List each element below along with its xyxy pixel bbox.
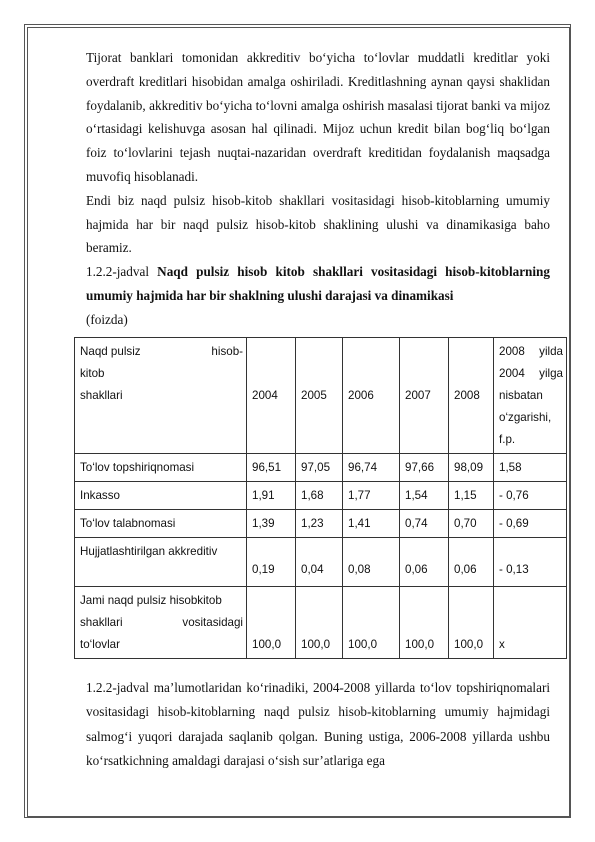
table-row	[75, 482, 567, 510]
value-cell: 97,66	[400, 454, 449, 482]
value-cell: 0,08	[343, 538, 400, 587]
header-year-cell: 2005	[296, 338, 343, 454]
total-value-cell: 100,0	[400, 587, 449, 659]
table-row	[75, 510, 567, 538]
row-name-cell: Hujjatlashtirilgan akkreditiv	[75, 538, 247, 587]
table-unit: (foizda)	[86, 311, 128, 327]
value-cell: 0,74	[400, 510, 449, 538]
value-cell: 96,74	[343, 454, 400, 482]
table-caption	[86, 260, 550, 308]
value-cell: 1,39	[247, 510, 296, 538]
header-form-cell: Naqd pulsiz hisob- kitob shakllari	[75, 338, 247, 454]
table-caption-prefix: 1.2.2-jadval	[86, 264, 158, 280]
table-caption-title: Naqd pulsiz hisob kitob shakllari vositasidagi hisob-kitoblarning umumiy hajmida har bir shaklning ulushi darajasi va dinamikasi	[86, 264, 550, 303]
value-cell: 1,15	[449, 482, 494, 510]
header-change-cell: 2008 yilda 2004 yilga nisbatan o‘zgarishi, f.p.	[494, 338, 567, 454]
total-value-cell: 100,0	[343, 587, 400, 659]
table-row	[75, 538, 567, 587]
table-row	[75, 454, 567, 482]
value-cell: 1,23	[296, 510, 343, 538]
data-table	[74, 337, 567, 659]
change-cell: - 0,76	[494, 482, 567, 510]
intro-paragraph: Tijorat banklari tomonidan akkreditiv bo‘yicha to‘lovlar muddatli kreditlar yoki overdraft kreditlari hisobidan amalga oshiriladi. Kreditlashning aynan qaysi shaklidan foydalanib, akkreditiv bo‘yicha to‘lovni amalga oshirish masalasi tijorat banki va mijoz o‘rtasidagi kelishuvga asosan hal qilinadi. Mijoz uchun kredit bilan bog‘liq bo‘lgan foiz to‘lovlarini tejash nuqtai-nazaridan overdraft kreditidan foydalanish maqsadga muvofiq hisoblanadi.	[86, 50, 550, 184]
value-cell: 1,68	[296, 482, 343, 510]
header-year-cell: 2008	[449, 338, 494, 454]
value-cell: 97,05	[296, 454, 343, 482]
row-name-cell: To‘lov talabnomasi	[75, 510, 247, 538]
change-cell: - 0,69	[494, 510, 567, 538]
value-cell: 0,19	[247, 538, 296, 587]
change-cell: 1,58	[494, 454, 567, 482]
change-cell: - 0,13	[494, 538, 567, 587]
table-total-row	[75, 587, 567, 659]
total-change-cell: x	[494, 587, 567, 659]
value-cell: 0,06	[400, 538, 449, 587]
conclusion-paragraph: 1.2.2-jadval ma’lumotlaridan ko‘rinadiki, 2004-2008 yillarda to‘lov topshiriqnomalari vositasidagi hisob-kitoblarning naqd pulsiz hisob-kitoblarning umumiy hajmidagi salmog‘i yuqori darajada saqlanib qolgan. Buning ustiga, 2006-2008 yillarda ushbu ko‘rsatkichning amaldagi darajasi o‘sish sur’atlariga ega	[86, 680, 550, 769]
value-cell: 0,70	[449, 510, 494, 538]
value-cell: 0,04	[296, 538, 343, 587]
value-cell: 1,91	[247, 482, 296, 510]
body-text-bottom	[86, 676, 550, 774]
row-name-cell: To‘lov topshiriqnomasi	[75, 454, 247, 482]
value-cell: 1,41	[343, 510, 400, 538]
value-cell: 96,51	[247, 454, 296, 482]
value-cell: 1,54	[400, 482, 449, 510]
second-paragraph: Endi biz naqd pulsiz hisob-kitob shakllari vositasidagi hisob-kitoblarning umumiy hajmida har bir naqd pulsiz hisob-kitob shaklining ulushi va dinamikasiga baho beramiz.	[86, 192, 550, 256]
table-header-row	[75, 338, 567, 454]
body-text-top	[86, 46, 550, 332]
value-cell: 1,77	[343, 482, 400, 510]
total-value-cell: 100,0	[449, 587, 494, 659]
row-name-cell: Inkasso	[75, 482, 247, 510]
total-name-cell: Jami naqd pulsiz hisobkitob shakllari vositasidagi to‘lovlar	[75, 587, 247, 659]
header-year-cell: 2007	[400, 338, 449, 454]
value-cell: 98,09	[449, 454, 494, 482]
total-value-cell: 100,0	[296, 587, 343, 659]
value-cell: 0,06	[449, 538, 494, 587]
total-value-cell: 100,0	[247, 587, 296, 659]
header-year-cell: 2006	[343, 338, 400, 454]
header-year-cell: 2004	[247, 338, 296, 454]
